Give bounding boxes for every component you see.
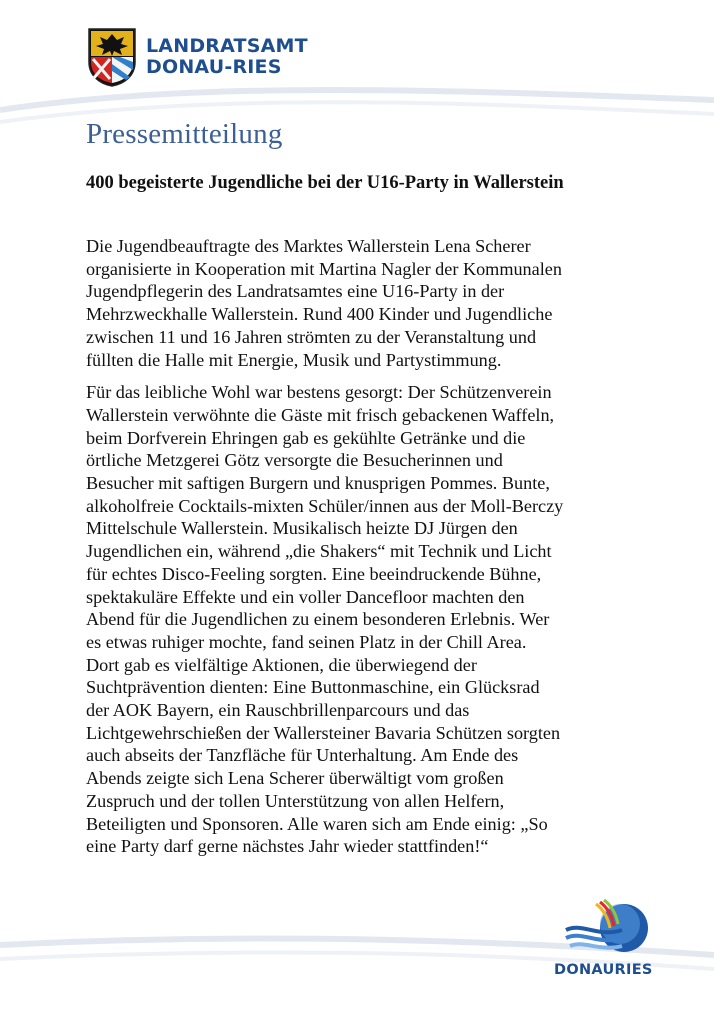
text-line: füllten die Halle mit Energie, Musik und Partystimmung. bbox=[86, 349, 502, 370]
press-release-body bbox=[86, 235, 666, 868]
text-line: zwischen 11 und 16 Jahren strömten zu der Veranstaltung und bbox=[86, 326, 537, 347]
text-line: Wallerstein verwöhnte die Gäste mit frisch gebackenen Waffeln, bbox=[86, 404, 555, 425]
organization-name-line2: DONAU-RIES bbox=[146, 56, 282, 78]
text-line: Mittelschule Wallerstein. Musikalisch heizte DJ Jürgen den bbox=[86, 518, 518, 539]
landkreis-coat-of-arms-icon bbox=[86, 26, 138, 88]
body-paragraph-2 bbox=[86, 381, 666, 858]
text-line: organisierte in Kooperation mit Martina Nagler der Kommunalen bbox=[86, 258, 562, 279]
donauries-wave-logo-icon bbox=[562, 890, 662, 960]
text-line: Beteiligten und Sponsoren. Alle waren sich am Ende einig: „So bbox=[86, 813, 548, 834]
organization-name-line1: LANDRATSAMT bbox=[146, 35, 308, 57]
text-line: Abends zeigte sich Lena Scherer überwältigt vom großen bbox=[86, 768, 504, 789]
text-line: Lichtgewehrschießen der Wallersteiner Bavaria Schützen sorgten bbox=[86, 722, 561, 743]
text-line: alkoholfreie Cocktails-mixten Schüler/innen aus der Moll-Berczy bbox=[86, 495, 564, 516]
header-logo bbox=[86, 26, 308, 88]
text-line: Abend für die Jugendlichen zu einem besonderen Erlebnis. Wer bbox=[86, 609, 550, 630]
text-line: Suchtprävention dienten: Eine Buttonmaschine, ein Glücksrad bbox=[86, 677, 540, 698]
text-line: örtliche Metzgerei Götz versorgte die Besucherinnen und bbox=[86, 450, 503, 471]
text-line: eine Party darf gerne nächstes Jahr wieder stattfinden!“ bbox=[86, 836, 489, 857]
organization-name bbox=[146, 36, 308, 78]
text-line: Besucher mit saftigen Burgern und knusprigen Pommes. Bunte, bbox=[86, 473, 550, 494]
text-line: Jugendlichen ein, während „die Shakers“ mit Technik und Licht bbox=[86, 541, 552, 562]
press-release-headline: 400 begeisterte Jugendliche bei der U16-Party in Wallerstein bbox=[86, 173, 564, 193]
text-line: beim Dorfverein Ehringen gab es gekühlte Getränke und die bbox=[86, 427, 526, 448]
body-paragraph-1 bbox=[86, 235, 666, 371]
text-line: auch abseits der Tanzfläche für Unterhaltung. Am Ende des bbox=[86, 745, 519, 766]
footer-brand-name: DONAURIES bbox=[554, 962, 653, 978]
text-line: Jugendpflegerin des Landratsamtes eine U16-Party in der bbox=[86, 281, 505, 302]
text-line: Für das leibliche Wohl war bestens gesorgt: Der Schützenverein bbox=[86, 382, 552, 403]
text-line: Mehrzweckhalle Wallerstein. Rund 400 Kinder und Jugendliche bbox=[86, 304, 553, 325]
text-line: Dort gab es vielfältige Aktionen, die überwiegend der bbox=[86, 654, 477, 675]
text-line: für echtes Disco-Feeling sorgten. Eine beeindruckende Bühne, bbox=[86, 563, 542, 584]
text-line: es etwas ruhiger mochte, fand seinen Platz in der Chill Area. bbox=[86, 631, 527, 652]
text-line: spektakuläre Effekte und ein voller Dancefloor machten den bbox=[86, 586, 525, 607]
text-line: der AOK Bayern, ein Rauschbrillenparcours und das bbox=[86, 700, 470, 721]
text-line: Zuspruch und der tollen Unterstützung von allen Helfern, bbox=[86, 790, 505, 811]
document-type-heading: Pressemitteilung bbox=[86, 118, 283, 150]
text-line: Die Jugendbeauftragte des Marktes Wallerstein Lena Scherer bbox=[86, 236, 531, 256]
